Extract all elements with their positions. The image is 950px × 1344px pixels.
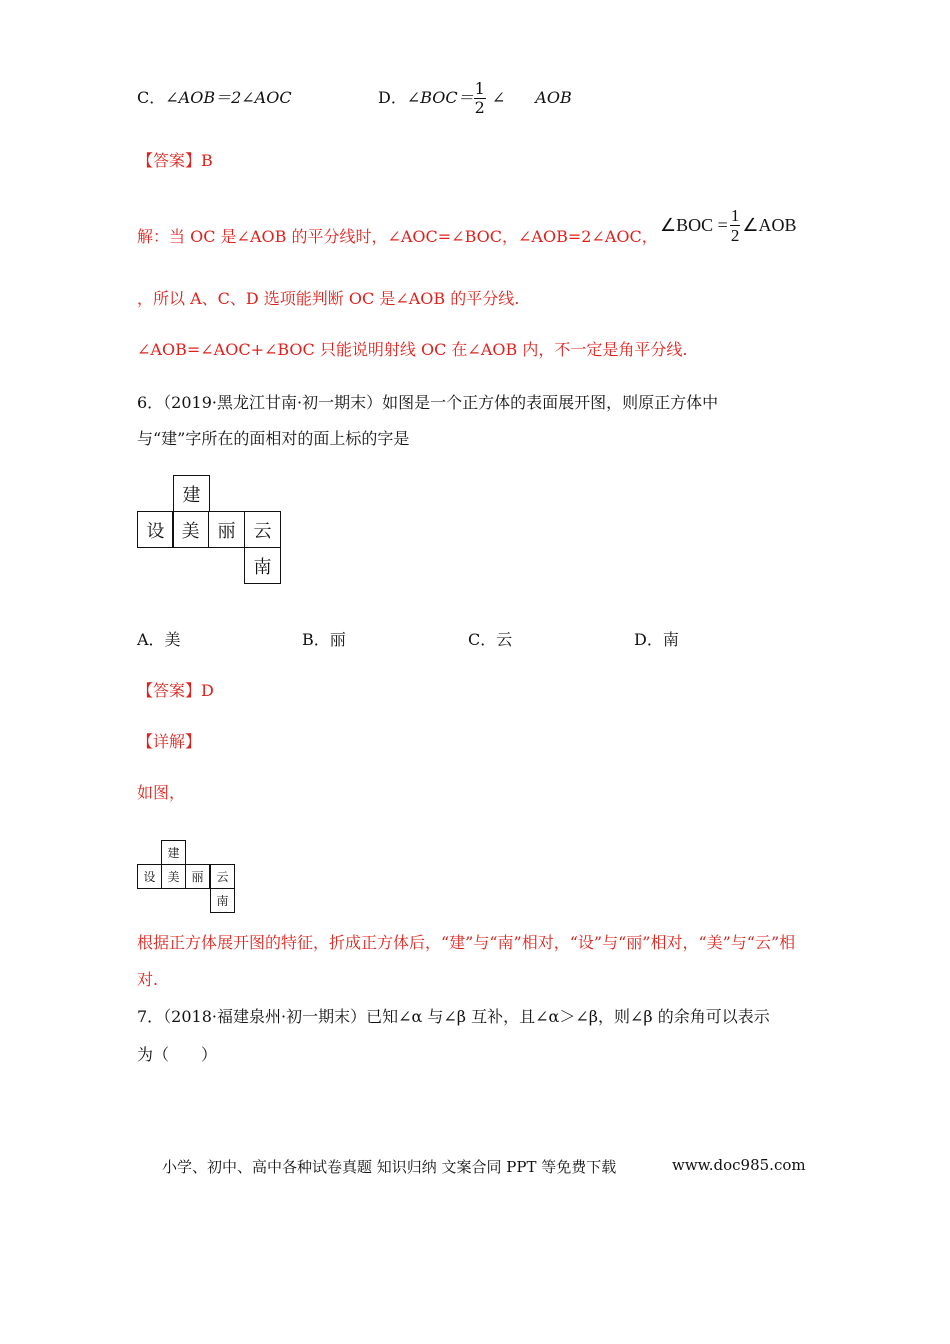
fraction-numerator: 1 <box>730 205 740 225</box>
q7-stem-line2: 为（ ） <box>137 1045 218 1064</box>
q6-detail-title: 【详解】 <box>137 732 202 751</box>
option-c <box>137 88 292 108</box>
formula-suffix: ∠AOB <box>742 214 797 235</box>
option-d <box>378 73 572 123</box>
q5-solution-line1: 解：当 OC 是∠AOB 的平分线时，∠AOC=∠BOC，∠AOB=2∠AOC， <box>137 227 658 246</box>
option-d-angle-sign: ∠ <box>491 88 506 107</box>
option-d-suffix: AOB <box>535 88 572 107</box>
footer-text: 小学、初中、高中各种试卷真题 知识归纳 文案合同 PPT 等免费下载 <box>162 1158 617 1176</box>
net-cell-far: 云 <box>210 864 235 889</box>
net-cell-bottom: 南 <box>210 888 235 913</box>
q7-stem-line1: 7．（2018·福建泉州·初一期末）已知∠α 与∠β 互补，且∠α＞∠β，则∠β 的余角可以表示 <box>137 1007 770 1026</box>
option-d-fraction <box>474 78 486 117</box>
q6-option-d: D．南 <box>634 630 679 649</box>
fraction-numerator: 1 <box>474 78 485 98</box>
q5-answer: 【答案】B <box>137 151 213 170</box>
q6-option-b: B．丽 <box>302 630 346 649</box>
net-cell-top: 建 <box>161 840 186 865</box>
q6-conclusion-line2: 对. <box>137 970 159 989</box>
q6-answer: 【答案】D <box>137 681 214 700</box>
net-cell-mid: 美 <box>172 511 209 548</box>
q6-stem-line1: 6．（2019·黑龙江甘南·初一期末）如图是一个正方体的表面展开图，则原正方体中 <box>137 393 719 412</box>
q6-stem-line2: 与“建”字所在的面相对的面上标的字是 <box>137 429 410 448</box>
footer-url[interactable]: www.doc985.com <box>672 1156 806 1174</box>
option-c-label: C． <box>137 88 166 107</box>
formula-fraction <box>730 207 741 244</box>
net-cell-far: 云 <box>244 511 281 548</box>
formula-prefix: ∠BOC = <box>660 214 728 235</box>
net-cell-left: 设 <box>137 511 174 548</box>
q5-solution-line2: ，所以 A、C、D 选项能判断 OC 是∠AOB 的平分线. <box>137 289 520 308</box>
net-cell-bottom: 南 <box>244 547 281 584</box>
net-cell-right: 丽 <box>185 864 210 889</box>
q6-option-c: C．云 <box>468 630 513 649</box>
net-cell-mid: 美 <box>161 864 186 889</box>
fraction-denominator: 2 <box>730 225 740 245</box>
net-cell-top: 建 <box>173 475 210 512</box>
net-cell-right: 丽 <box>208 511 245 548</box>
q5-solution-formula <box>660 202 796 248</box>
q6-option-a: A．美 <box>137 630 181 649</box>
fraction-denominator: 2 <box>474 97 485 117</box>
q5-solution-line3: ∠AOB=∠AOC+∠BOC 只能说明射线 OC 在∠AOB 内，不一定是角平分线. <box>137 340 688 359</box>
q6-detail-intro: 如图， <box>137 783 186 802</box>
option-d-label: D． <box>378 88 407 107</box>
option-d-prefix: ∠BOC＝ <box>406 88 474 107</box>
q6-conclusion-line1: 根据正方体展开图的特征，折成正方体后，“建”与“南”相对，“设”与“丽”相对，“美”与“云”相 <box>137 933 796 952</box>
option-c-expression: ∠AOB＝2∠AOC <box>165 88 292 107</box>
net-cell-left: 设 <box>137 864 162 889</box>
